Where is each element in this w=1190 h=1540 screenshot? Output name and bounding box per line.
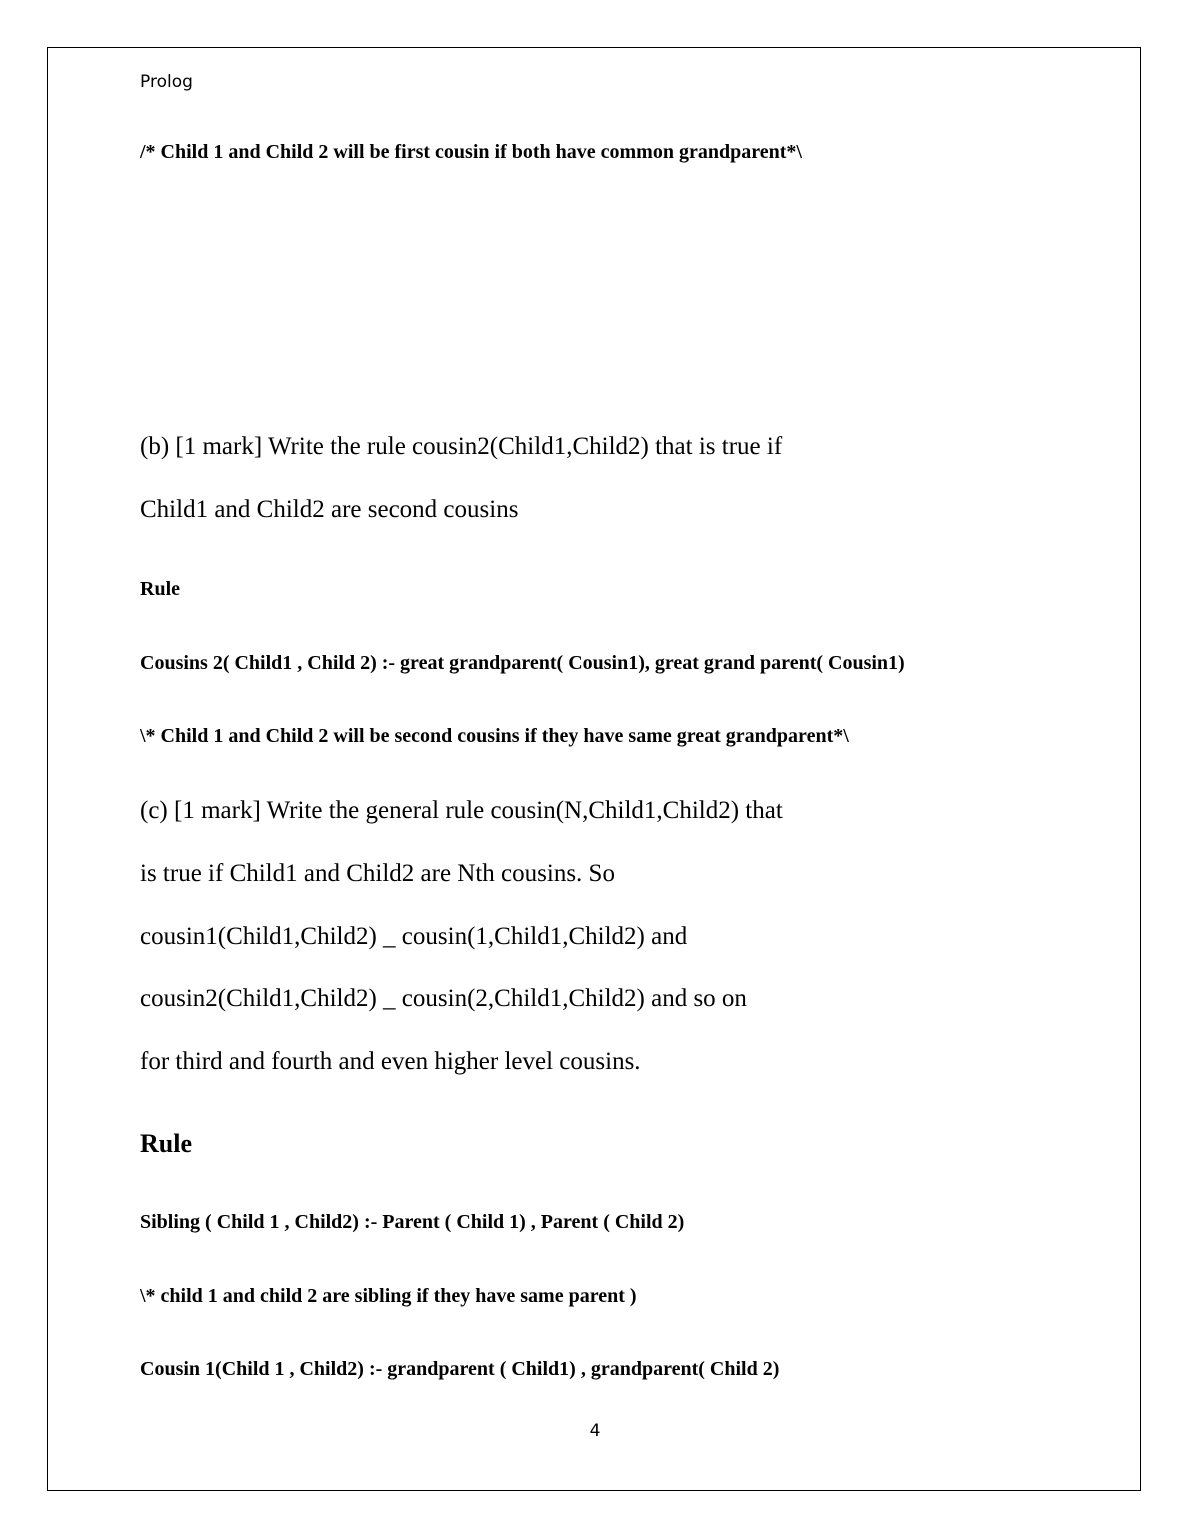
comment-second-cousin: \* Child 1 and Child 2 will be second cousins if they have same great grandparent*\ <box>140 725 849 747</box>
page-number: 4 <box>589 1421 601 1441</box>
rule-cousin1: Cousin 1(Child 1 , Child2) :- grandparent ( Child1) , grandparent( Child 2) <box>140 1358 780 1380</box>
rule-b-code: Cousins 2( Child1 , Child 2) :- great grandparent( Cousin1), great grand parent( Cousin1) <box>140 652 905 674</box>
question-c-line-4: cousin2(Child1,Child2) _ cousin(2,Child1,Child2) and so on <box>140 985 747 1012</box>
question-c-line-1: (c) [1 mark] Write the general rule cousin(N,Child1,Child2) that <box>140 797 783 824</box>
comment-first-cousin: /* Child 1 and Child 2 will be first cousin if both have common grandparent*\ <box>140 141 802 163</box>
question-c-line-5: for third and fourth and even higher level cousins. <box>140 1048 641 1075</box>
question-c-line-3: cousin1(Child1,Child2) _ cousin(1,Child1,Child2) and <box>140 923 688 950</box>
page-border <box>47 47 1141 1491</box>
question-b-line-2: Child1 and Child2 are second cousins <box>140 496 519 523</box>
page-header-title: Prolog <box>140 72 193 92</box>
question-b-line-1: (b) [1 mark] Write the rule cousin2(Child1,Child2) that is true if <box>140 433 783 460</box>
question-c-line-2: is true if Child1 and Child2 are Nth cousins. So <box>140 860 615 887</box>
rule-label-b: Rule <box>140 578 180 600</box>
comment-sibling: \* child 1 and child 2 are sibling if they have same parent ) <box>140 1285 637 1307</box>
rule-sibling: Sibling ( Child 1 , Child2) :- Parent ( Child 1) , Parent ( Child 2) <box>140 1211 685 1233</box>
rule-label-c: Rule <box>140 1129 192 1158</box>
